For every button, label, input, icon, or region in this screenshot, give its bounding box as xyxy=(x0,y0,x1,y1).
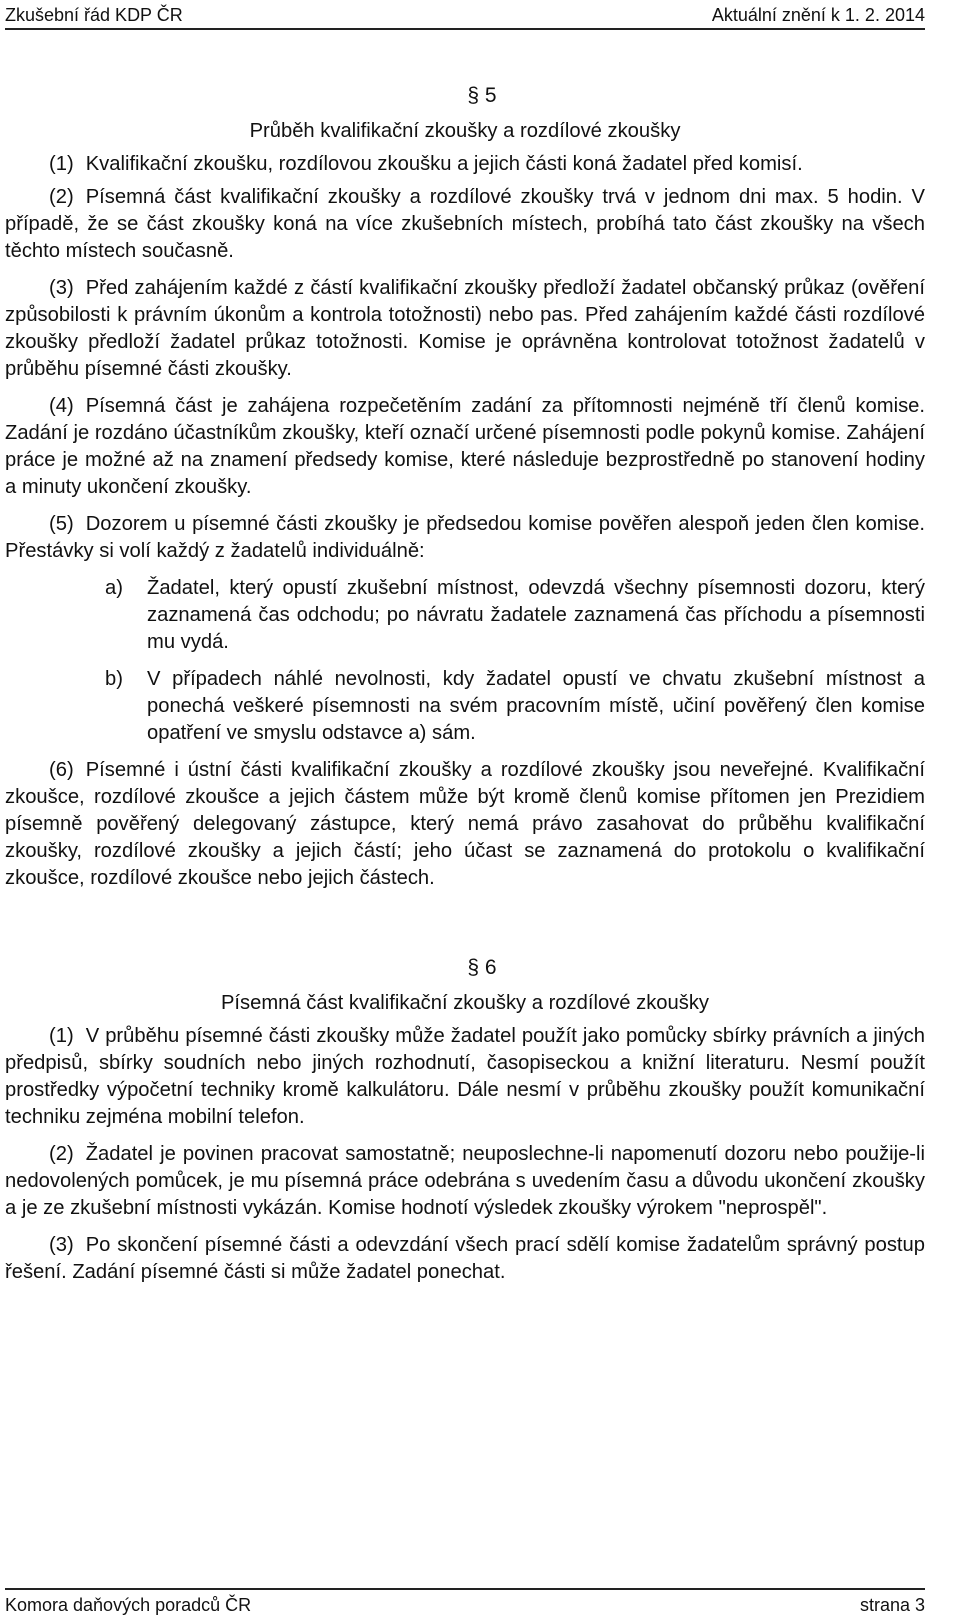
paragraph-text: Písemná část kvalifikační zkoušky a rozdílové zkoušky trvá v jednom dni max. 5 hodin. V případě, že se část zkoušky koná na více zkušebních místech, probíhá tato část zkoušky na všech těchto místech současně. xyxy=(5,186,925,262)
paragraph-text: Písemná část je zahájena rozpečetěním zadání za přítomnosti nejméně tří členů komise. Zadání je rozdáno účastníkům zkoušky, kteří označí určené písemnosti podle pokynů komise. Zahájení práce je možné až na znamení předsedy komise, které následuje bezprostředně po stanovení hodiny a minuty ukončení zkoušky. xyxy=(5,395,925,498)
paragraph-text: Kvalifikační zkoušku, rozdílovou zkoušku a jejich části koná žadatel před komisí. xyxy=(85,153,803,175)
section-5-paragraph-1 xyxy=(5,151,925,178)
footer-page-number: strana 3 xyxy=(859,1595,925,1615)
section-6-title: Písemná část kvalifikační zkoušky a rozdílové zkoušky xyxy=(220,992,710,1014)
document-body xyxy=(5,82,925,1292)
header-version-date: Aktuální znění k 1. 2. 2014 xyxy=(711,5,925,25)
page-footer xyxy=(5,1588,925,1615)
paragraph-text: Před zahájením každé z částí kvalifikační zkoušky předloží žadatel občanský průkaz (ověření způsobilosti k právním úkonům a kontrola totožnosti) nebo pas. Před zahájením každé části rozdílové zkoušky předloží žadatel průkaz totožnosti. Komise je oprávněna kontrolovat totožnost žadatelů v průběhu písemné části zkoušky. xyxy=(5,277,925,380)
page-header xyxy=(5,2,925,30)
paragraph-number: (5) xyxy=(49,513,74,535)
section-5-title: Průběh kvalifikační zkoušky a rozdílové zkoušky xyxy=(249,120,681,142)
list-item-text: V případech náhlé nevolnosti, kdy žadatel opustí ve chvatu zkušební místnost a ponechá veškeré písemnosti na svém pracovním místě, učiní pověřený člen komise opatření ve smyslu odstavce a) sám. xyxy=(147,668,925,744)
section-5-paragraph-4 xyxy=(5,393,925,501)
paragraph-number: (1) xyxy=(49,1025,74,1047)
section-6-number: § 6 xyxy=(467,956,497,979)
paragraph-text: Žadatel je povinen pracovat samostatně; neuposlechne-li napomenutí dozoru nebo použije-li nedovolených pomůcek, je mu písemná práce odebrána s uvedením času a důvodu ukončení zkoušky a je ze zkušební místnosti vykázán. Komise hodnotí výsledek zkoušky výrokem "neprospěl". xyxy=(5,1143,925,1219)
paragraph-text: Písemné i ústní části kvalifikační zkoušky a rozdílové zkoušky jsou neveřejné. Kvalifikační zkoušce, rozdílové zkoušce a jejich částem může být kromě členů komise přítomen jen Prezidiem písemně pověřený delegovaný zástupce, který nemá právo zasahovat do průběhu kvalifikační zkoušky, rozdílové zkoušky a jejich částí; jeho účast se zaznamená do protokolu o kvalifikační zkoušce, rozdílové zkoušce nebo jejich částech. xyxy=(5,759,925,889)
paragraph-number: (6) xyxy=(49,759,74,781)
section-6-paragraph-1 xyxy=(5,1023,925,1131)
paragraph-number: (2) xyxy=(49,1143,74,1165)
paragraph-text: V průběhu písemné části zkoušky může žadatel použít jako pomůcky sbírky právních a jiných předpisů, sbírky soudních nebo jiných rozhodnutí, časopiseckou a knižní literaturu. Nesmí použít prostředky výpočetní techniky kromě kalkulátoru. Dále nesmí v průběhu zkoušky použít komunikační techniku zejména mobilní telefon. xyxy=(5,1025,925,1128)
section-5-paragraph-6 xyxy=(5,757,925,892)
list-item xyxy=(5,666,925,747)
header-document-title: Zkušební řád KDP ČR xyxy=(5,5,183,25)
list-item-text: Žadatel, který opustí zkušební místnost, odevzdá všechny písemnosti dozoru, který zaznamená čas odchodu; po návratu žadatele zaznamená čas příchodu a písemnosti mu vydá. xyxy=(147,577,925,653)
section-spacer xyxy=(5,898,925,954)
list-item xyxy=(5,575,925,656)
paragraph-number: (3) xyxy=(49,277,74,299)
section-5-paragraph-3 xyxy=(5,275,925,383)
section-6-paragraph-3 xyxy=(5,1232,925,1286)
paragraph-number: (4) xyxy=(49,395,74,417)
list-marker: b) xyxy=(105,668,123,690)
footer-organization: Komora daňových poradců ČR xyxy=(5,1595,252,1615)
list-marker: a) xyxy=(105,577,123,599)
paragraph-text: Dozorem u písemné části zkoušky je předsedou komise pověřen alespoň jeden člen komise. Přestávky si volí každý z žadatelů individuálně: xyxy=(5,513,925,562)
paragraph-number: (3) xyxy=(49,1234,74,1256)
section-6-paragraph-2 xyxy=(5,1141,925,1222)
break-rules-list xyxy=(5,575,925,747)
paragraph-number: (2) xyxy=(49,186,74,208)
section-5-number: § 5 xyxy=(467,84,497,107)
section-5-paragraph-2 xyxy=(5,184,925,265)
document-page xyxy=(5,0,925,1622)
section-5-paragraph-5 xyxy=(5,511,925,565)
paragraph-number: (1) xyxy=(49,153,74,175)
paragraph-text: Po skončení písemné části a odevzdání všech prací sdělí komise žadatelům správný postup řešení. Zadání písemné části si může žadatel ponechat. xyxy=(5,1234,925,1283)
